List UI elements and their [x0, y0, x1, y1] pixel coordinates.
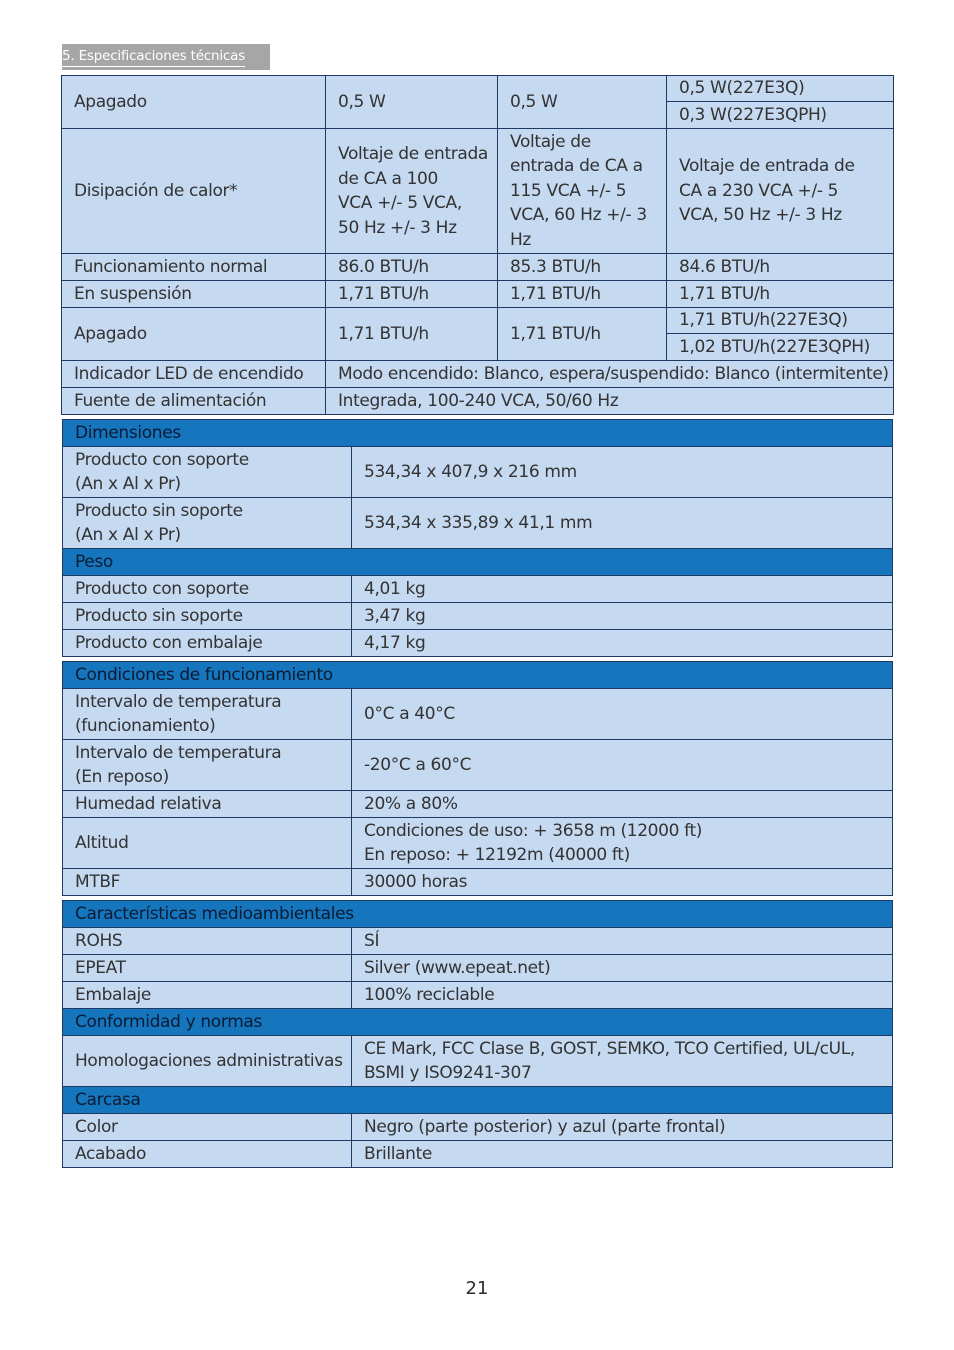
section-header: [62, 44, 270, 70]
normal-value-230v: 84.6 BTU/h: [667, 254, 894, 281]
suspend-value-230v: 1,71 BTU/h: [667, 281, 894, 308]
temp-rest-value: -20°C a 60°C: [352, 740, 893, 791]
section-title: 5. Especificaciones técnicas: [62, 46, 245, 67]
epeat-label: EPEAT: [63, 955, 352, 982]
row-label-heat: Disipación de calor*: [62, 129, 326, 254]
off-heat-value-230v-a: 1,71 BTU/h(227E3Q): [667, 308, 894, 334]
temp-operating-value: 0°C a 40°C: [352, 689, 893, 740]
row-label-off-heat: Apagado: [62, 308, 326, 361]
temp-rest-label: Intervalo de temperatura (En reposo): [63, 740, 352, 791]
approvals-value: CE Mark, FCC Clase B, GOST, SEMKO, TCO Certified, UL/cUL, BSMI y ISO9241-307: [352, 1036, 893, 1087]
altitude-label: Altitud: [63, 818, 352, 869]
environment-header: Características medioambientales: [63, 901, 893, 928]
dim-with-stand-label: Producto con soporte (An x Al x Pr): [63, 447, 352, 498]
operating-header: Condiciones de funcionamiento: [63, 662, 893, 689]
off-heat-value-230v-b: 1,02 BTU/h(227E3QPH): [667, 334, 894, 361]
off-heat-value-100v: 1,71 BTU/h: [326, 308, 498, 361]
epeat-value: Silver (www.epeat.net): [352, 955, 893, 982]
rohs-label: ROHS: [63, 928, 352, 955]
dimensions-weight-table: [62, 419, 893, 657]
off-heat-value-115v: 1,71 BTU/h: [498, 308, 667, 361]
normal-value-115v: 85.3 BTU/h: [498, 254, 667, 281]
operating-conditions-table: [62, 661, 893, 896]
row-label-normal: Funcionamiento normal: [62, 254, 326, 281]
weight-without-stand-value: 3,47 kg: [352, 603, 893, 630]
dimensions-header: Dimensiones: [63, 420, 893, 447]
approvals-label: Homologaciones administrativas: [63, 1036, 352, 1087]
color-value: Negro (parte posterior) y azul (parte frontal): [352, 1114, 893, 1141]
weight-packed-label: Producto con embalaje: [63, 630, 352, 657]
psu-value: Integrada, 100-240 VCA, 50/60 Hz: [326, 388, 894, 415]
weight-packed-value: 4,17 kg: [352, 630, 893, 657]
finish-label: Acabado: [63, 1141, 352, 1168]
heat-condition-100v: Voltaje de entrada de CA a 100 VCA +/- 5 VCA, 50 Hz +/- 3 Hz: [326, 129, 498, 254]
packaging-value: 100% reciclable: [352, 982, 893, 1009]
row-label-suspend: En suspensión: [62, 281, 326, 308]
off-value-230v-a: 0,5 W(227E3Q): [667, 76, 894, 102]
row-label-off: Apagado: [62, 76, 326, 129]
mtbf-label: MTBF: [63, 869, 352, 896]
off-value-115v: 0,5 W: [498, 76, 667, 129]
weight-without-stand-label: Producto sin soporte: [63, 603, 352, 630]
dim-without-stand-value: 534,34 x 335,89 x 41,1 mm: [352, 498, 893, 549]
suspend-value-100v: 1,71 BTU/h: [326, 281, 498, 308]
dim-with-stand-value: 534,34 x 407,9 x 216 mm: [352, 447, 893, 498]
page-number: 21: [465, 1278, 489, 1299]
compliance-header: Conformidad y normas: [63, 1009, 893, 1036]
environment-compliance-table: [62, 900, 893, 1168]
humidity-value: 20% a 80%: [352, 791, 893, 818]
power-table: [61, 75, 894, 415]
off-value-100v: 0,5 W: [326, 76, 498, 129]
off-value-230v-b: 0,3 W(227E3QPH): [667, 102, 894, 129]
weight-with-stand-label: Producto con soporte: [63, 576, 352, 603]
cabinet-header: Carcasa: [63, 1087, 893, 1114]
color-label: Color: [63, 1114, 352, 1141]
weight-header: Peso: [63, 549, 893, 576]
row-label-psu: Fuente de alimentación: [62, 388, 326, 415]
rohs-value: SÍ: [352, 928, 893, 955]
mtbf-value: 30000 horas: [352, 869, 893, 896]
packaging-label: Embalaje: [63, 982, 352, 1009]
heat-condition-115v: Voltaje de entrada de CA a 115 VCA +/- 5 VCA, 60 Hz +/- 3 Hz: [498, 129, 667, 254]
row-label-led: Indicador LED de encendido: [62, 361, 326, 388]
temp-operating-label: Intervalo de temperatura (funcionamiento): [63, 689, 352, 740]
heat-condition-230v: Voltaje de entrada de CA a 230 VCA +/- 5 VCA, 50 Hz +/- 3 Hz: [667, 129, 894, 254]
dim-without-stand-label: Producto sin soporte (An x Al x Pr): [63, 498, 352, 549]
finish-value: Brillante: [352, 1141, 893, 1168]
suspend-value-115v: 1,71 BTU/h: [498, 281, 667, 308]
weight-with-stand-value: 4,01 kg: [352, 576, 893, 603]
humidity-label: Humedad relativa: [63, 791, 352, 818]
normal-value-100v: 86.0 BTU/h: [326, 254, 498, 281]
led-value: Modo encendido: Blanco, espera/suspendido: Blanco (intermitente): [326, 361, 894, 388]
altitude-value: Condiciones de uso: + 3658 m (12000 ft) En reposo: + 12192m (40000 ft): [352, 818, 893, 869]
